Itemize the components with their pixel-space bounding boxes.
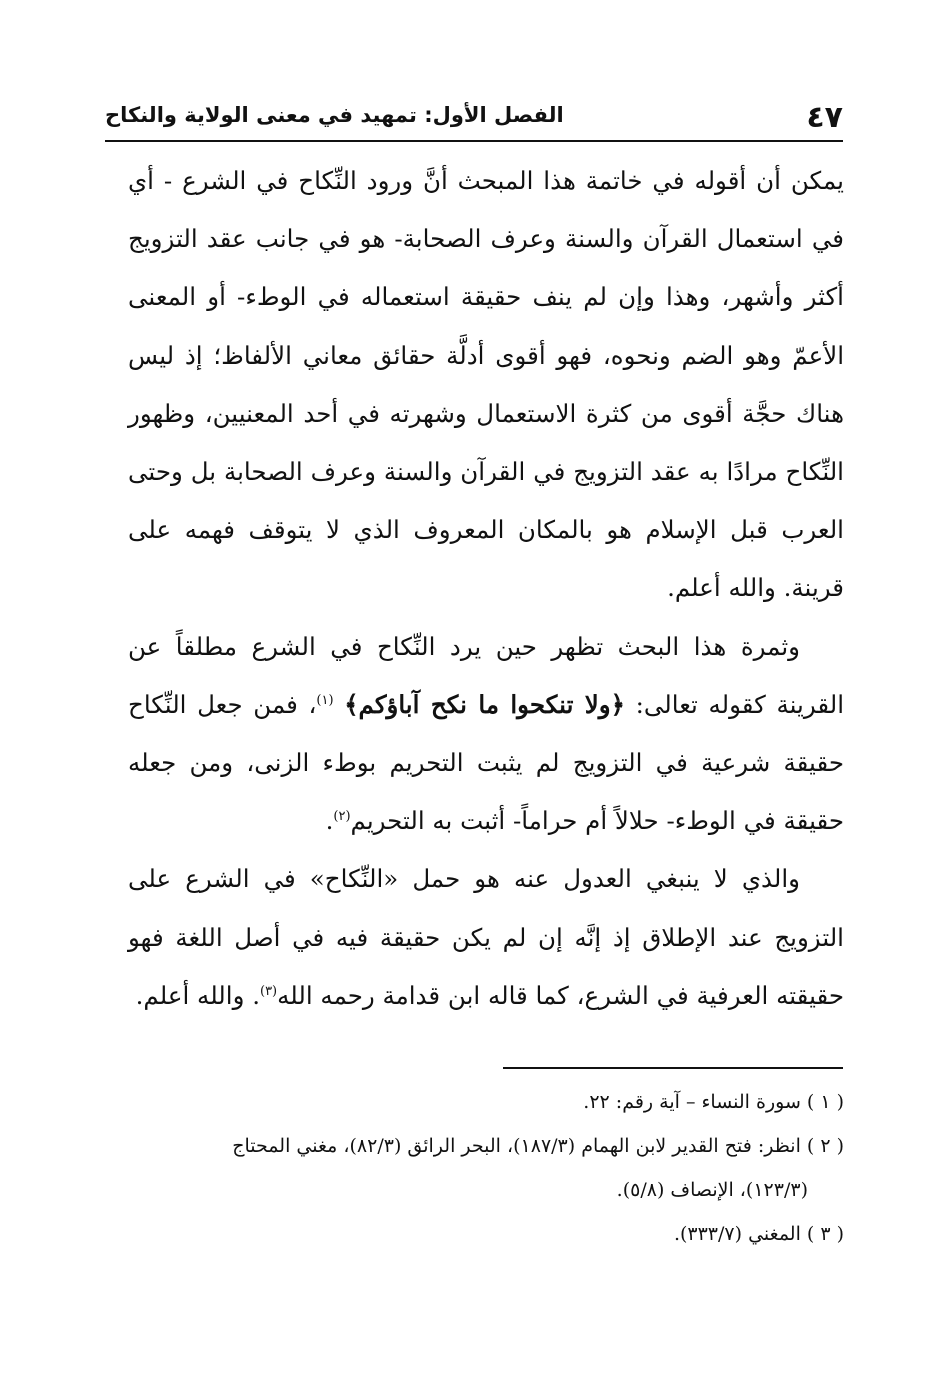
quran-verse: ﴿ولا تنكحوا ما نكح آباؤكم﴾ — [344, 689, 625, 719]
page-header — [105, 96, 843, 140]
paragraph-3-text: والذي لا ينبغي العدول عنه هو حمل «النِّكاح» في الشرع على التزويج عند الإطلاق إذ إنَّه إن لم يكن حقيقة فيه في أصل اللغة فهو حقيقته العرفية في الشرع، كما قاله ابن قدامة رحمه الله — [128, 864, 844, 1010]
paragraph-2 — [128, 618, 844, 851]
footnote-ref-2: (٢) — [333, 809, 351, 825]
paragraph-3-end: . والله أعلم. — [135, 980, 260, 1010]
page-number: ٤٧ — [806, 100, 843, 135]
footnote-3 — [118, 1212, 844, 1256]
footnote-2-continuation: (١٢٣/٣)، الإنصاف (٥/٨). — [616, 1179, 808, 1201]
footnote-number: ( ٣ ) — [806, 1223, 844, 1245]
footnote-ref-1: (١) — [316, 692, 334, 708]
footnote-number: ( ٢ ) — [806, 1135, 844, 1157]
footnote-1 — [118, 1080, 844, 1124]
footnote-2 — [118, 1124, 844, 1168]
paragraph-3 — [128, 850, 844, 1025]
main-text — [128, 152, 844, 1025]
footnote-text: انظر: فتح القدير لابن الهمام (١٨٧/٣)، البحر الرائق (٨٢/٣)، مغني المحتاج — [232, 1135, 801, 1157]
footnote-text: المغني (٣٣٣/٧). — [673, 1223, 801, 1245]
footnote-text: سورة النساء – آية رقم: ٢٢. — [583, 1091, 801, 1113]
paragraph-2-text-a: وثمرة هذا البحث تظهر حين يرد النِّكاح في الشرع مطلقاً عن القرينة كقوله تعالى: — [128, 631, 844, 719]
footnotes — [118, 1080, 844, 1256]
running-title: الفصل الأول: تمهيد في معنى الولاية والنكاح — [105, 103, 564, 127]
paragraph-2-end: . — [325, 806, 334, 836]
paragraph-1: يمكن أن أقوله في خاتمة هذا المبحث أنَّ ورود النِّكاح في الشرع - أي في استعمال القرآن والسنة وعرف الصحابة- هو في جانب عقد التزويج أكثر وأشهر، وهذا وإن لم ينف حقيقة استعماله في الوطء- أو المعنى الأعمّ وهو الضم ونحوه، فهو أقوى أدلَّة حقائق معاني الألفاظ؛ إذ ليس هناك حجَّة أقوى من كثرة الاستعمال وشهرته في أحد المعنيين، وظهور النِّكاح مرادًا به عقد التزويج في القرآن والسنة وعرف الصحابة بل وحتى العرب قبل الإسلام هو بالمكان المعروف الذي لا يتوقف فهمه على قرينة. والله أعلم. — [128, 166, 844, 603]
paragraph-2-text-b: ، فمن جعل النِّكاح حقيقة شرعية في التزويج لم يثبت التحريم بوطء الزنى، ومن جعله حقيقة في الوطء- حلالاً أم حراماً- أثبت به التحريم — [128, 689, 844, 836]
footnote-separator — [503, 1067, 843, 1069]
footnote-ref-3: (٣) — [259, 983, 278, 999]
footnote-number: ( ١ ) — [806, 1091, 844, 1113]
header-rule — [105, 140, 843, 142]
